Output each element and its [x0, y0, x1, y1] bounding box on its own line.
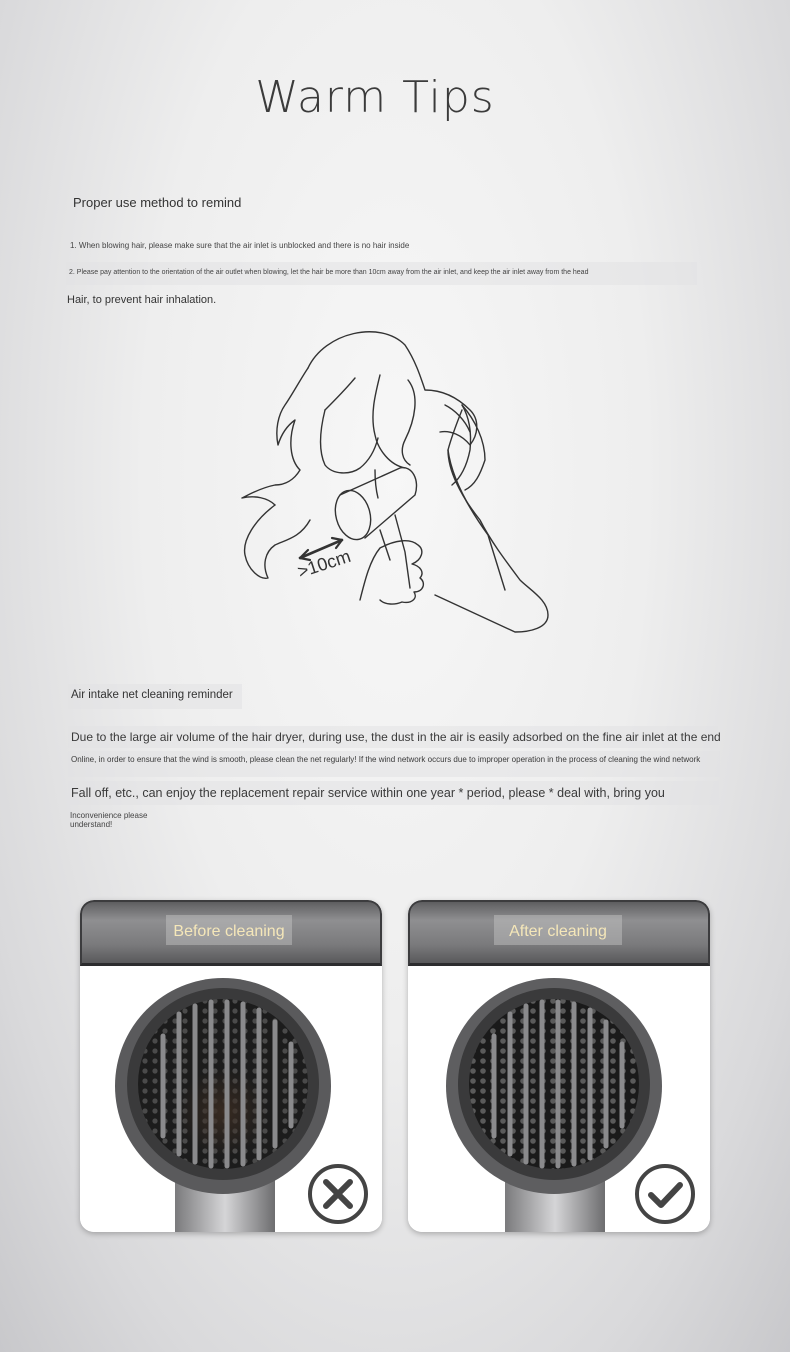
usage-tip-2-continued: Hair, to prevent hair inhalation. — [67, 294, 217, 306]
cross-circle-icon — [306, 1162, 370, 1226]
usage-tip-1: 1. When blowing hair, please make sure that the air inlet is unblocked and there is no hair inside — [70, 241, 410, 250]
before-cleaning-card — [80, 900, 382, 1232]
after-cleaning-card — [408, 900, 710, 1232]
cleaning-line-2: Online, in order to ensure that the wind is smooth, please clean the net regularly! If the wind network occurs due to improper operation in the process of cleaning the wind network — [68, 751, 720, 777]
hair-drying-illustration — [230, 320, 560, 640]
check-circle-icon — [633, 1162, 697, 1226]
card-body — [408, 966, 710, 1232]
usage-tip-2: 2. Please pay attention to the orientation of the air outlet when blowing, let the hair be more than 10cm away from the air inlet, and keep the air inlet away from the head — [69, 269, 589, 276]
cleaning-line-1: Due to the large air volume of the hair dryer, during use, the dust in the air is easily adsorbed on the fine air inlet at the end — [68, 726, 718, 748]
cleaning-line-4: Inconvenience please understand! — [70, 811, 148, 829]
distance-label: >10cm — [295, 545, 354, 582]
tip-2-strip — [66, 262, 697, 285]
card-label: Before cleaning — [166, 915, 292, 945]
usage-heading: Proper use method to remind — [73, 195, 242, 210]
cleaning-heading-strip — [68, 684, 242, 709]
cleaning-line-3: Fall off, etc., can enjoy the replacement repair service within one year * period, please * deal with, bring you — [68, 781, 719, 805]
cleaning-heading: Air intake net cleaning reminder — [71, 689, 233, 701]
page-title: Warm Tips — [255, 72, 495, 123]
card-body — [80, 966, 382, 1232]
card-label: After cleaning — [494, 915, 622, 945]
